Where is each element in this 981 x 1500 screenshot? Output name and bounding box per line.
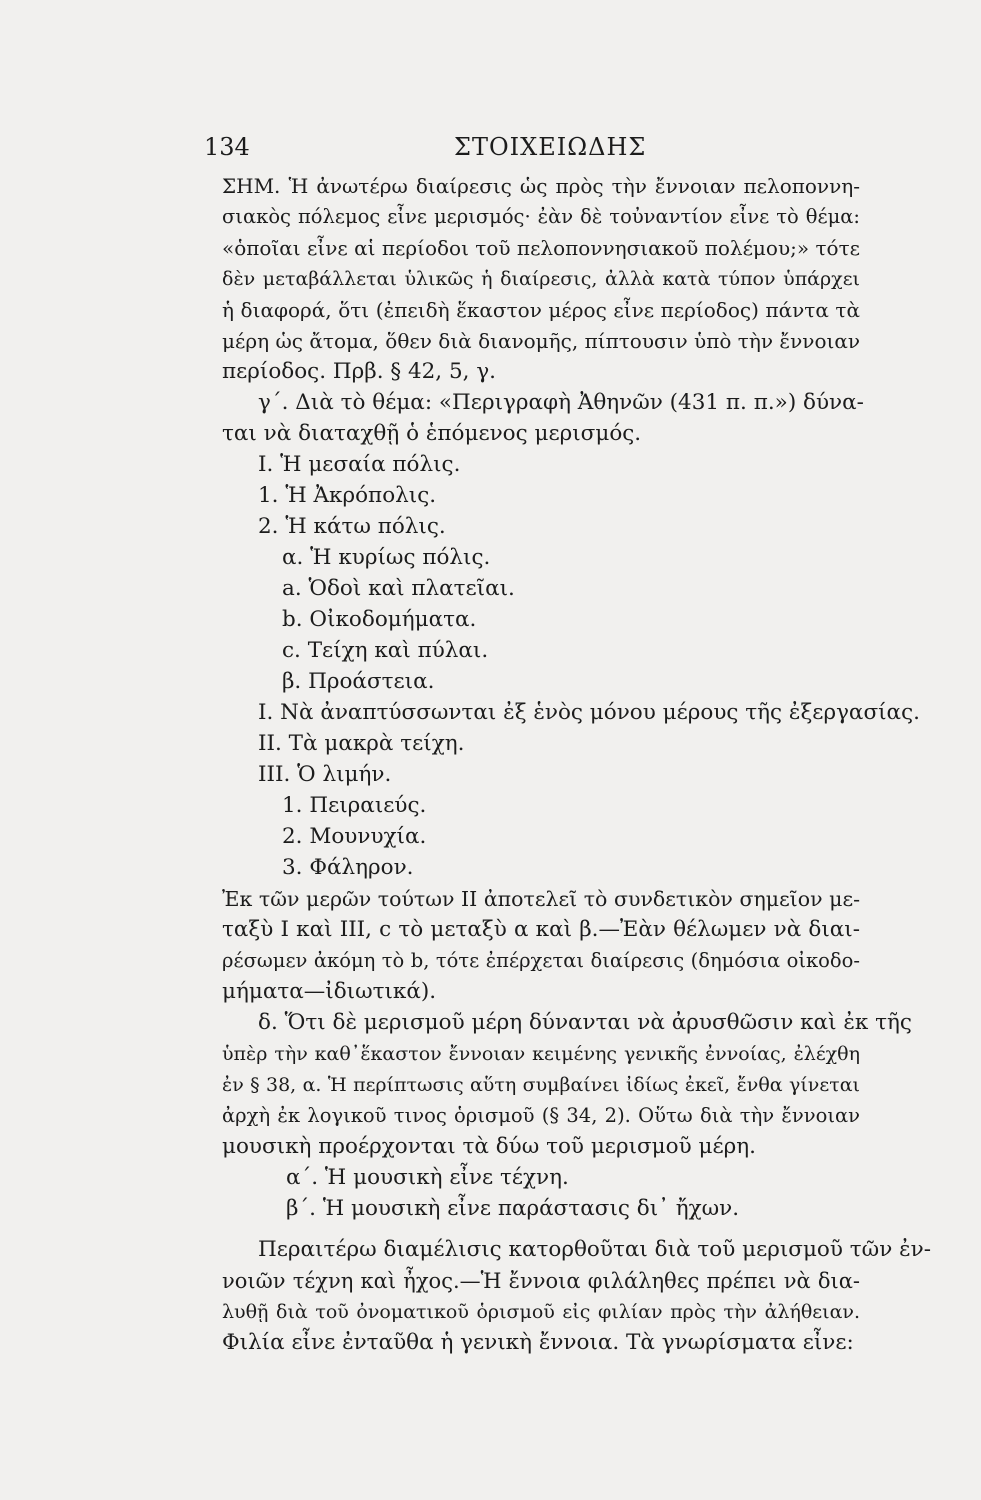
text-line: Ἐκ τῶν μερῶν τούτων II ἀποτελεῖ τὸ συνδετικὸν σημεῖον με- [222,887,860,911]
text-line: μέρη ὡς ἄτομα, ὅθεν διὰ διανομῆς, πίπτουσιν ὑπὸ τὴν ἔννοιαν [222,329,860,353]
outline-item: II. Τὰ μακρὰ τείχη. [258,731,465,756]
outline-item: β΄. Ἡ μουσικὴ εἶνε παράστασις δι᾽ ἤχων. [286,1196,740,1221]
text-line: ὑπὲρ τὴν καθ᾽ἕκαστον ἔννοιαν κειμένης γενικῆς ἐννοίας, ἐλέχθη [222,1043,860,1065]
text-line: σιακὸς πόλεμος εἶνε μερισμός· ἐὰν δὲ τοὐναντίον εἶνε τὸ θέμα: [222,205,860,228]
text-line: ΣΗΜ. Ἡ ἀνωτέρω διαίρεσις ὡς πρὸς τὴν ἔννοιαν πελοποννη- [222,174,860,198]
outline-item: α. Ἡ κυρίως πόλις. [282,545,491,570]
text-line: ται νὰ διαταχθῇ ὁ ἑπόμενος μερισμός. [222,421,642,446]
text-line: «ὁποῖαι εἶνε αἱ περίοδοι τοῦ πελοποννησιακοῦ πολέμου;» τότε [222,236,860,260]
outline-item: I. Ἡ μεσαία πόλις. [258,452,461,477]
outline-item: β. Προάστεια. [282,669,435,694]
running-title: ΣΤΟΙΧΕΙΩΔΗΣ [454,133,647,161]
outline-item: a. Ὁδοὶ καὶ πλατεῖαι. [282,576,515,601]
text-line: Περαιτέρω διαμέλισις κατορθοῦται διὰ τοῦ μερισμοῦ τῶν ἐν- [258,1237,931,1262]
text-line: ἡ διαφορά, ὅτι (ἐπειδὴ ἕκαστον μέρος εἶνε περίοδος) πάντα τὰ [222,298,860,322]
text-line: ἀρχὴ ἐκ λογικοῦ τινος ὁρισμοῦ (§ 34, 2). Οὕτω διὰ τὴν ἔννοιαν [222,1104,860,1127]
text-line: δ. Ὅτι δὲ μερισμοῦ μέρη δύνανται νὰ ἀρυσθῶσιν καὶ ἐκ τῆς [258,1010,912,1035]
text-line: δὲν μεταβάλλεται ὑλικῶς ἡ διαίρεσις, ἀλλὰ κατὰ τύπον ὑπάρχει [222,268,860,290]
text-line: λυθῇ διὰ τοῦ ὀνοματικοῦ ὁρισμοῦ εἰς φιλίαν πρὸς τὴν ἀλήθειαν. [222,1301,860,1323]
text-line: μουσικὴ προέρχονται τὰ δύω τοῦ μερισμοῦ μέρη. [222,1134,756,1159]
outline-item: III. Ὁ λιμήν. [258,762,392,787]
outline-item: 1. Πειραιεύς. [282,793,427,818]
outline-item: c. Τείχη καὶ πύλαι. [282,638,489,663]
text-line: ταξὺ I καὶ III, c τὸ μεταξὺ α καὶ β.—Ἐὰν θέλωμεν νὰ διαι- [222,917,860,942]
text-line: γ΄. Διὰ τὸ θέμα: «Περιγραφὴ Ἀθηνῶν (431 π. π.») δύνα- [258,390,864,415]
outline-item: α΄. Ἡ μουσικὴ εἶνε τέχνη. [286,1165,569,1190]
outline-item: 3. Φάληρον. [282,855,414,880]
page-header [204,133,859,169]
outline-item: b. Οἰκοδομήματα. [282,607,477,632]
text-line: περίοδος. Πρβ. § 42, 5, γ. [222,359,497,384]
outline-item: 2. Μουνυχία. [282,824,427,849]
text-line: ἐν § 38, α. Ἡ περίπτωσις αὕτη συμβαίνει ἰδίως ἐκεῖ, ἔνθα γίνεται [222,1074,860,1096]
text-line: ρέσωμεν ἀκόμη τὸ b, τότε ἐπέρχεται διαίρεσις (δημόσια οἰκοδο- [222,949,860,972]
text-line: Φιλία εἶνε ἐνταῦθα ἡ γενικὴ ἔννοια. Τὰ γνωρίσματα εἶνε: [222,1330,854,1355]
page-number: 134 [204,133,250,161]
outline-item: I. Νὰ ἀναπτύσσωνται ἐξ ἑνὸς μόνου μέρους τῆς ἐξεργασίας. [258,700,920,725]
text-line: νοιῶν τέχνη καὶ ἦχος.—Ἡ ἔννοια φιλάληθες πρέπει νὰ δια- [222,1269,860,1293]
text-line: μήματα—ἰδιωτικά). [222,979,437,1004]
outline-item: 2. Ἡ κάτω πόλις. [258,514,446,539]
outline-item: 1. Ἡ Ἀκρόπολις. [258,483,437,508]
